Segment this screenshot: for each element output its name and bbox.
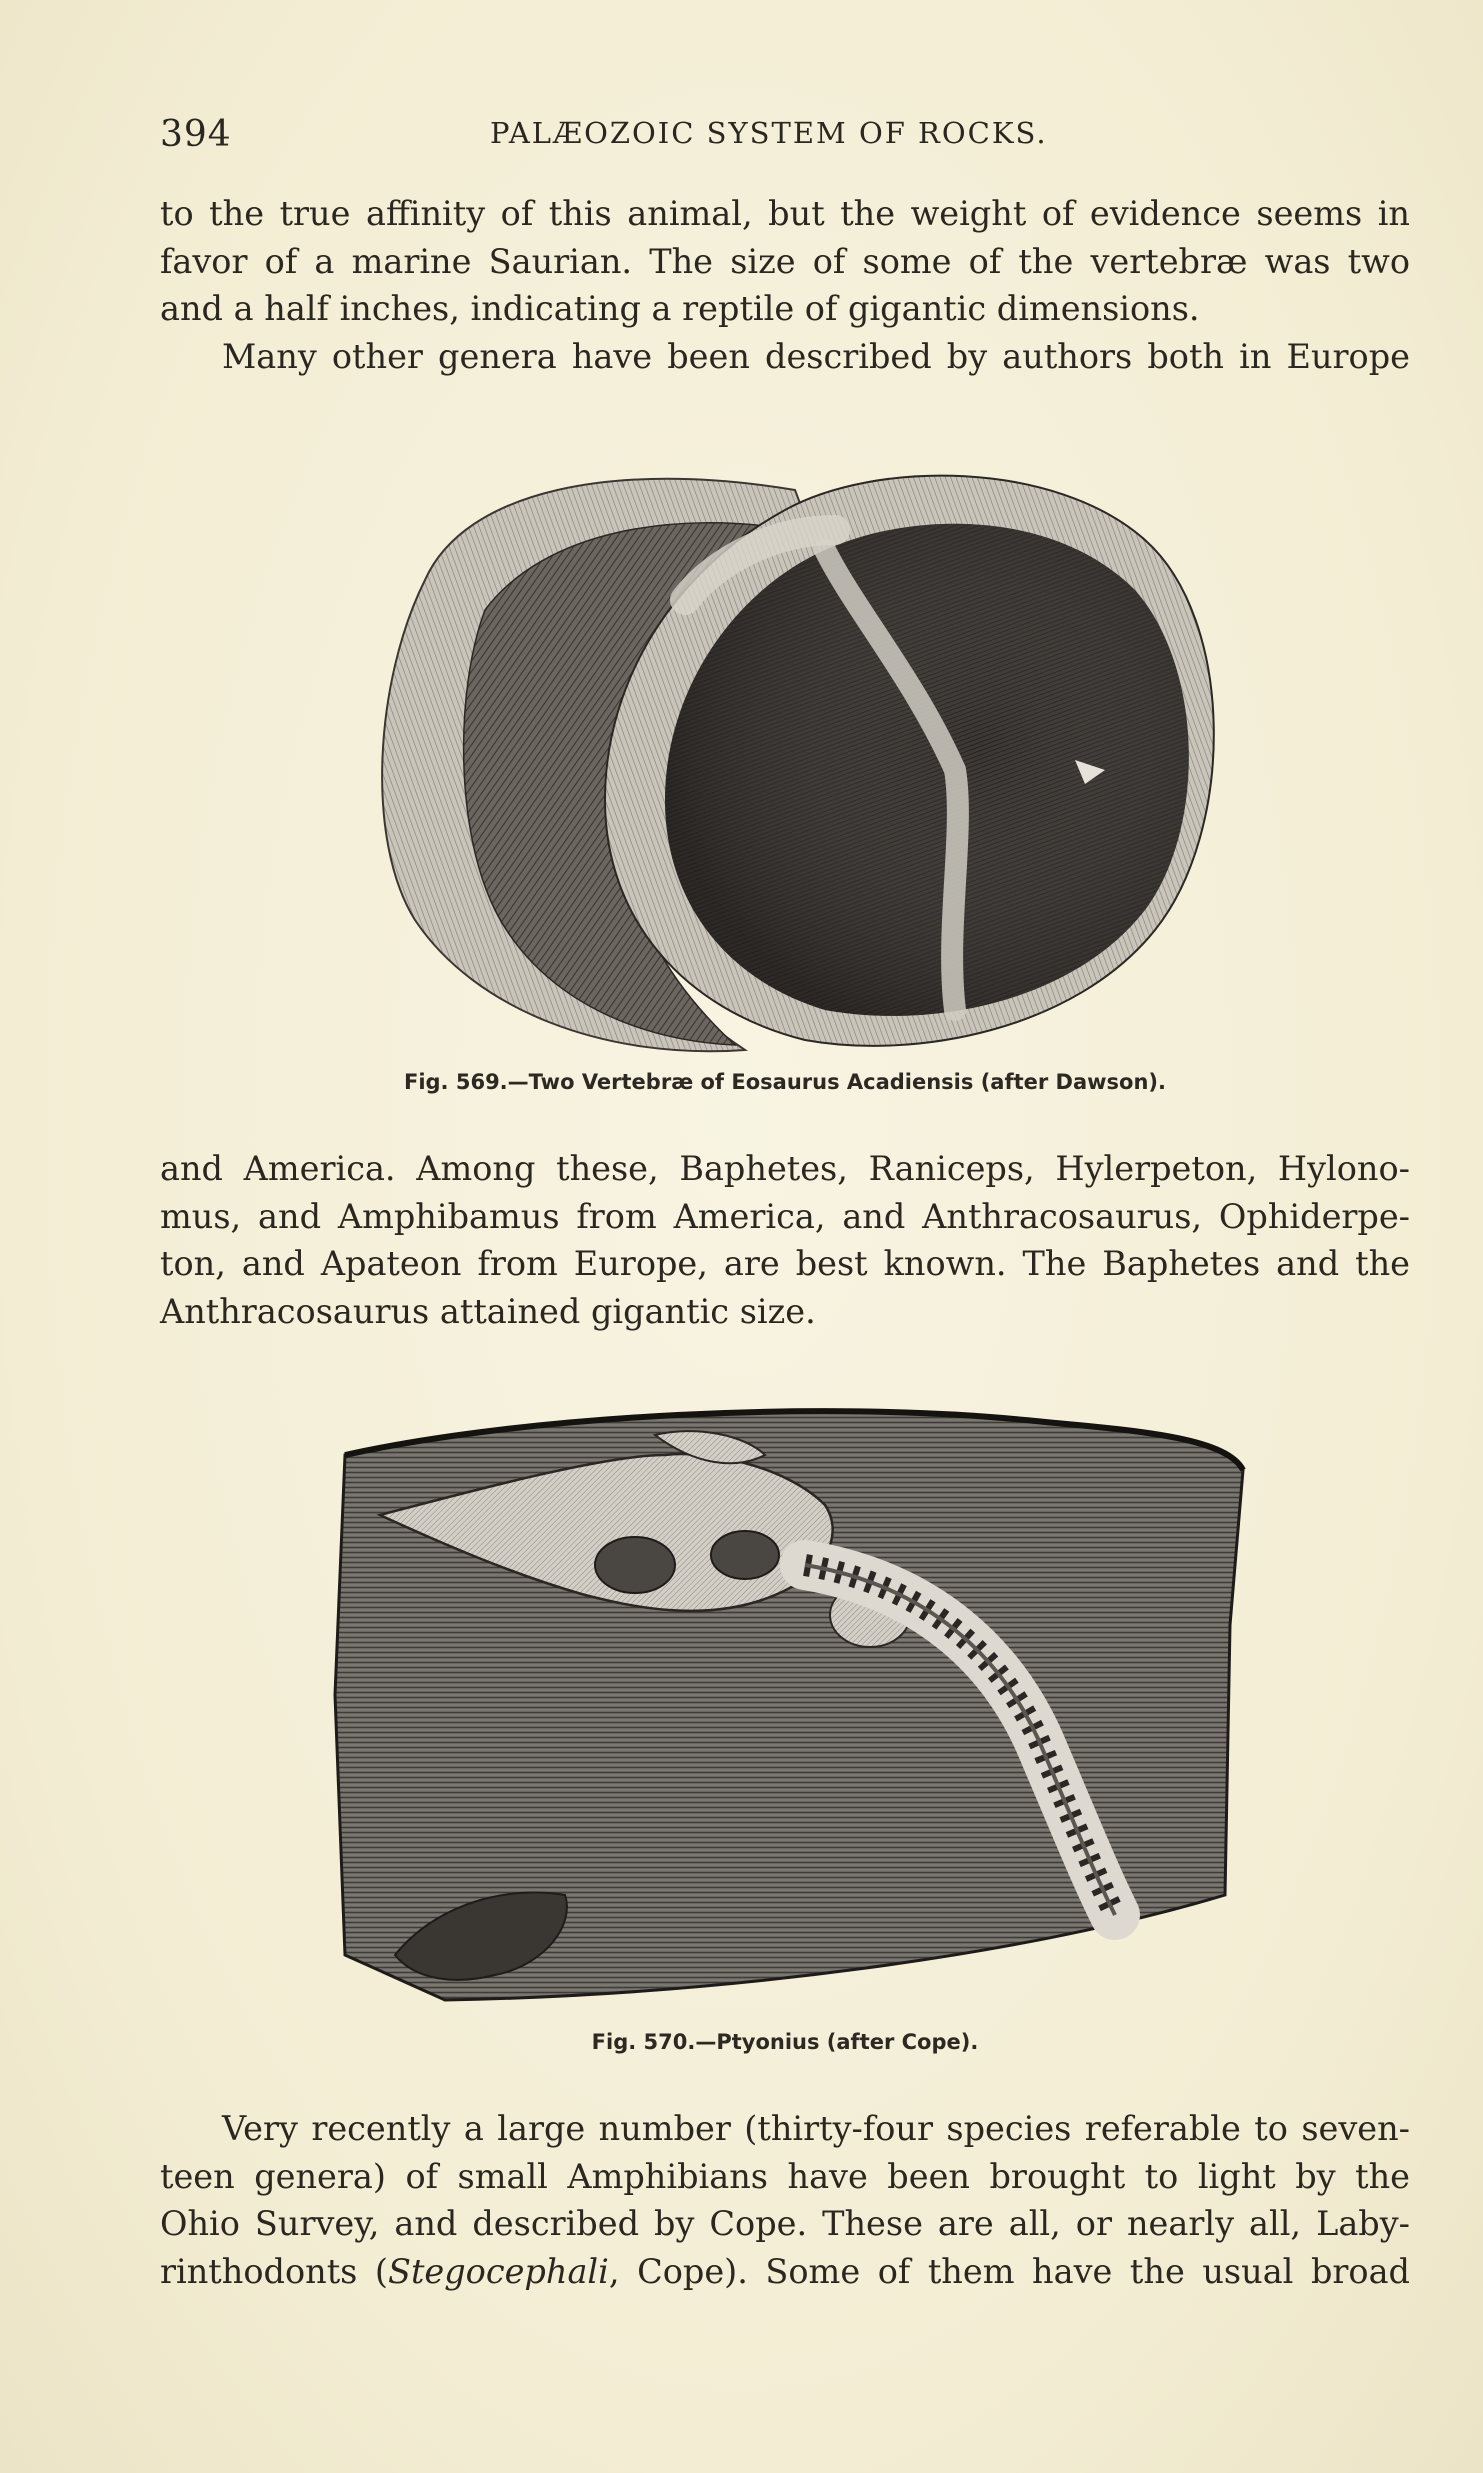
text-line: to the true affinity of this animal, but the weight of evidence seems in <box>160 194 1410 233</box>
figure-569-vertebrae <box>355 450 1225 1060</box>
text-line: Very recently a large number (thirty-four species referable to seven- <box>222 2109 1410 2148</box>
text-line: Anthracosaurus attained gigantic size. <box>160 1291 816 1331</box>
text-segment: , Cope). Some of them have the usual broad <box>608 2251 1410 2291</box>
text-line-with-italic <box>160 2248 1410 2296</box>
figure-570-ptyonius <box>325 1395 1250 2010</box>
italic-taxon: Stegocephali <box>388 2251 609 2291</box>
ptyonius-engraving <box>325 1395 1250 2010</box>
figure-570-caption: Fig. 570.—Ptyonius (after Cope). <box>591 2030 979 2054</box>
text-line: and America. Among these, Baphetes, Raniceps, Hylerpeton, Hylono- <box>160 1149 1410 1188</box>
running-head <box>160 108 1410 158</box>
page-number: 394 <box>160 114 232 155</box>
paragraph-3 <box>160 1145 1410 1335</box>
text-line: ton, and Apateon from Europe, are best known. The Baphetes and the <box>160 1244 1410 1283</box>
vertebrae-engraving <box>355 450 1225 1060</box>
text-line: teen genera) of small Amphibians have been brought to light by the <box>160 2156 1410 2196</box>
text-line: mus, and Amphibamus from America, and Anthracosaurus, Ophiderpe- <box>160 1196 1410 1236</box>
paragraph-2 <box>160 333 1410 381</box>
text-segment: rinthodonts ( <box>160 2251 388 2291</box>
running-title: PALÆOZOIC SYSTEM OF ROCKS. <box>490 116 1048 150</box>
text-line: favor of a marine Saurian. The size of some of the vertebræ was two <box>160 241 1410 281</box>
text-line: Ohio Survey, and described by Cope. These are all, or nearly all, Laby- <box>160 2204 1410 2243</box>
figure-569-caption: Fig. 569.—Two Vertebræ of Eosaurus Acadiensis (after Dawson). <box>403 1070 1167 1094</box>
paragraph-1 <box>160 190 1410 333</box>
text-line: Many other genera have been described by authors both in Europe <box>222 337 1410 376</box>
paragraph-4 <box>160 2105 1410 2295</box>
text-line: and a half inches, indicating a reptile of gigantic dimensions. <box>160 289 1200 328</box>
